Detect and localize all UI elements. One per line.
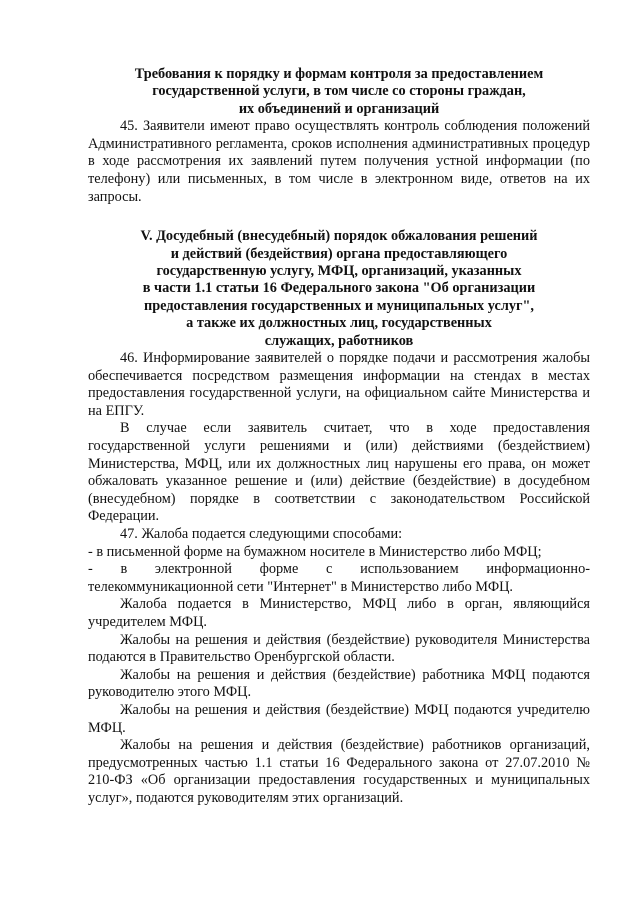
paragraph-complaint-mfc: Жалобы на решения и действия (бездействие) МФЦ подаются учредителю МФЦ. (88, 701, 590, 736)
paragraph-complaint-worker: Жалобы на решения и действия (бездействие) работника МФЦ подаются руководителю этого МФЦ. (88, 666, 590, 701)
paragraph-46: 46. Информирование заявителей о порядке подачи и рассмотрения жалобы обеспечивается посредством размещения информации на стендах в местах предоставления государственной услуги, на официальном сайте Министерства и на ЕПГУ. (88, 350, 590, 419)
paragraph-45: 45. Заявители имеют право осуществлять контроль соблюдения положений Административного регламента, сроков исполнения административных процедур в ходе рассмотрения их заявлений путем получения устной информации (по телефону) или письменных, в том числе в электронном виде, ответов на их запросы. (88, 118, 590, 205)
heading-line: а также их должностных лиц, государственных (186, 315, 492, 332)
heading-line: в части 1.1 статьи 16 Федерального закона "Об организации (142, 280, 536, 297)
heading-line: V. Досудебный (внесудебный) порядок обжалования решений (140, 228, 538, 245)
paragraph-47: 47. Жалоба подается следующими способами: (120, 525, 403, 542)
list-item-written: - в письменной форме на бумажном носителе в Министерство либо МФЦ; (88, 543, 542, 560)
heading-line: и действий (бездействия) органа предоставляющего (170, 245, 508, 262)
list-item-electronic: - в электронной форме с использованием информационно-телекоммуникационной сети "Интернет" в Министерство либо МФЦ. (88, 561, 590, 595)
heading-line: Требования к порядку и формам контроля за предоставлением (134, 66, 544, 82)
section-5-heading (88, 228, 590, 350)
paragraph-complaint-orgs: Жалобы на решения и действия (бездействие) работников организаций, предусмотренных частью 1.1 статьи 16 Федерального закона от 27.07.2010 № 210-ФЗ «Об организации предоставления государственных и муниципальных услуг», подаются руководителям этих организаций. (88, 737, 590, 806)
paragraph-complaint-head: Жалобы на решения и действия (бездействие) руководителя Министерства подаются в Правительство Оренбургской области. (88, 631, 590, 666)
heading-line: государственной услуги, в том числе со стороны граждан, (152, 83, 526, 100)
heading-line: их объединений и организаций (238, 100, 440, 117)
paragraph-complaint-filed: Жалоба подается в Министерство, МФЦ либо в орган, являющийся учредителем МФЦ. (88, 596, 590, 630)
heading-line: служащих, работников (264, 332, 414, 349)
section-4-heading (88, 66, 590, 118)
document-page (88, 66, 590, 807)
heading-line: предоставления государственных и муниципальных услуг", (143, 297, 534, 314)
heading-line: государственную услугу, МФЦ, организаций, указанных (156, 263, 522, 279)
paragraph-case: В случае если заявитель считает, что в ходе предоставления государственной услуги решениями и (или) действиями (бездействием) Министерства, МФЦ, или их должностных лиц нарушены его права, он может обжаловать указанное решение и (или) действие (бездействие) в досудебном (внесудебном) порядке в соответствии с законодательством Российской Федерации. (88, 420, 590, 525)
